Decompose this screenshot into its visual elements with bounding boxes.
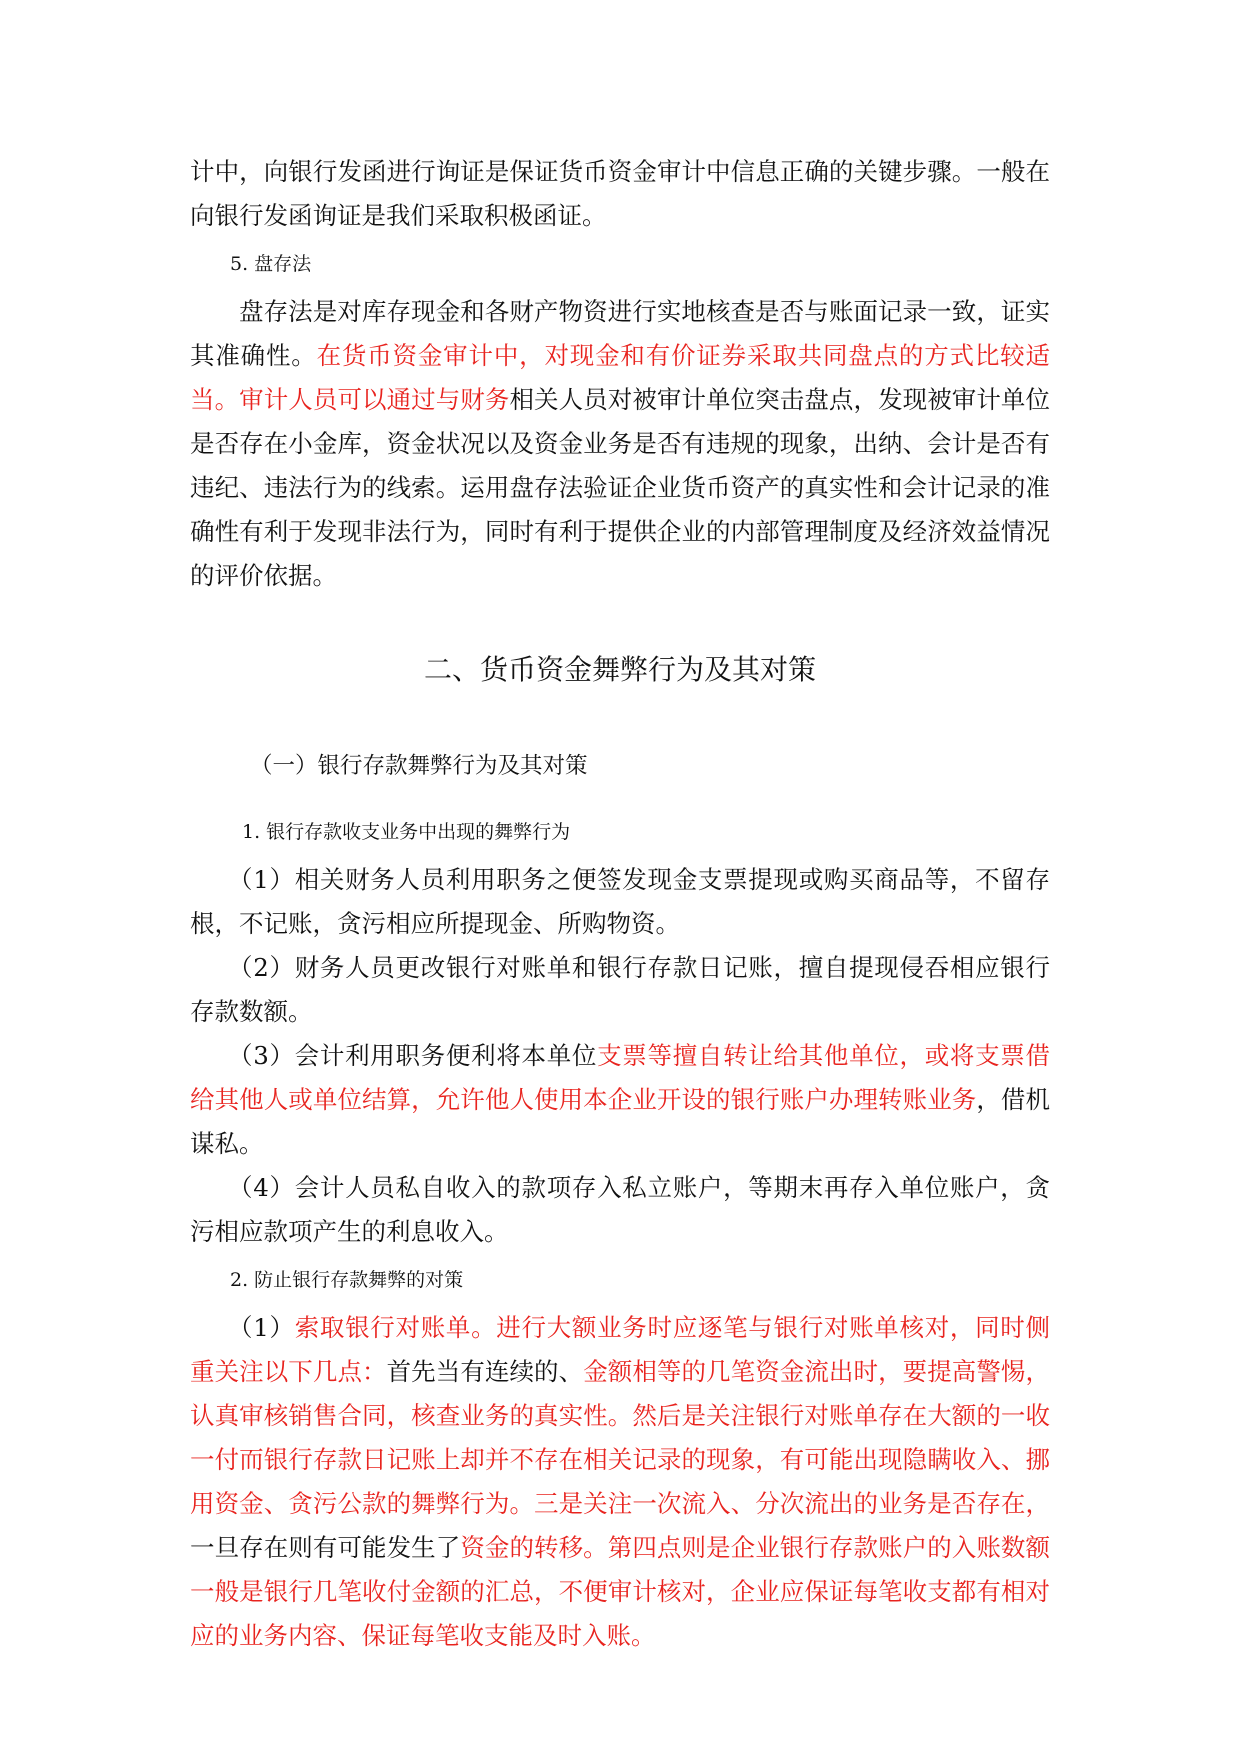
highlighted-text-run: 在货币资金审计中，对现金和有价证券采取共同盘点的方式比较适当。审计人员可以通过与财务 — [190, 341, 1050, 414]
document-page — [190, 150, 1050, 1658]
highlighted-text-run: 资金的转移。第四点则是企业银行存款账户的入账数额一般是银行几笔收付金额的汇总，不便审计核对，企业应保证每笔收支都有相对应的业务内容、保证每笔收支能及时入账。 — [190, 1533, 1051, 1650]
text-run: 盘存法是对库存现金和各财产物资进行实地核查是否与账面记录一致，证实其准确性。 — [190, 297, 1050, 370]
text-run: （2）财务人员更改银行对账单和银行存款日记账，擅自提现侵吞相应银行存款数额。 — [190, 953, 1050, 1026]
text-run: 一旦存在则有可能发生了 — [190, 1533, 461, 1562]
paragraph-item-1 — [190, 858, 1050, 946]
text-run: 首先当有连续的、 — [386, 1357, 584, 1386]
subsection-title: （一）银行存款舞弊行为及其对策 — [250, 753, 588, 779]
text-run: （4）会计人员私自收入的款项存入私立账户，等期末再存入单位账户，贪污相应款项产生的利息收入。 — [190, 1173, 1050, 1246]
highlighted-text-run: 索取银行对账单。进行大额业务时应逐笔与银行对账单核对，同时侧重关注以下几点： — [190, 1313, 1051, 1386]
heading-pancun-method: 5. 盘存法 — [230, 253, 312, 275]
text-run: （3）会计利用职务便利将本单位 — [228, 1041, 598, 1070]
text-run: ，借机谋私。 — [190, 1085, 1051, 1158]
paragraph-countermeasure-1 — [190, 1306, 1050, 1658]
paragraph-pancun-method — [190, 290, 1050, 598]
text-run: 计中，向银行发函进行询证是保证货币资金审计中信息正确的关键步骤。一般在向银行发函询证是我们采取积极函证。 — [190, 157, 1050, 230]
heading-fraud-behaviors: 1. 银行存款收支业务中出现的舞弊行为 — [242, 821, 571, 843]
section-title: 二、货币资金舞弊行为及其对策 — [423, 653, 816, 686]
paragraph-item-4 — [190, 1166, 1050, 1254]
text-run: 相关人员对被审计单位突击盘点，发现被审计单位是否存在小金库，资金状况以及资金业务是否有违规的现象，出纳、会计是否有违纪、违法行为的线索。运用盘存法验证企业货币资产的真实性和会计记录的准确性有利于发现非法行为，同时有利于提供企业的内部管理制度及经济效益情况的评价依据。 — [190, 385, 1051, 590]
highlighted-text-run: 金额相等的几笔资金流出时，要提高警惕，认真审核销售合同，核查业务的真实性。然后是关注银行对账单存在大额的一收一付而银行存款日记账上却并不存在相关记录的现象，有可能出现隐瞒收入、挪用资金、贪污公款的舞弊行为。三是关注一次流入、分次流出的业务是否存在， — [190, 1357, 1051, 1518]
highlighted-text-run: 支票等擅自转让给其他单位，或将支票借给其他人或单位结算，允许他人使用本企业开设的银行账户办理转账业务 — [190, 1041, 1050, 1114]
paragraph-item-2 — [190, 946, 1050, 1034]
paragraph-intro — [190, 150, 1050, 238]
text-run: （1） — [228, 1313, 295, 1342]
heading-countermeasures: 2. 防止银行存款舞弊的对策 — [230, 1269, 464, 1291]
text-run: （1）相关财务人员利用职务之便签发现金支票提现或购买商品等，不留存根，不记账，贪污相应所提现金、所购物资。 — [190, 865, 1050, 938]
paragraph-item-3 — [190, 1034, 1050, 1166]
